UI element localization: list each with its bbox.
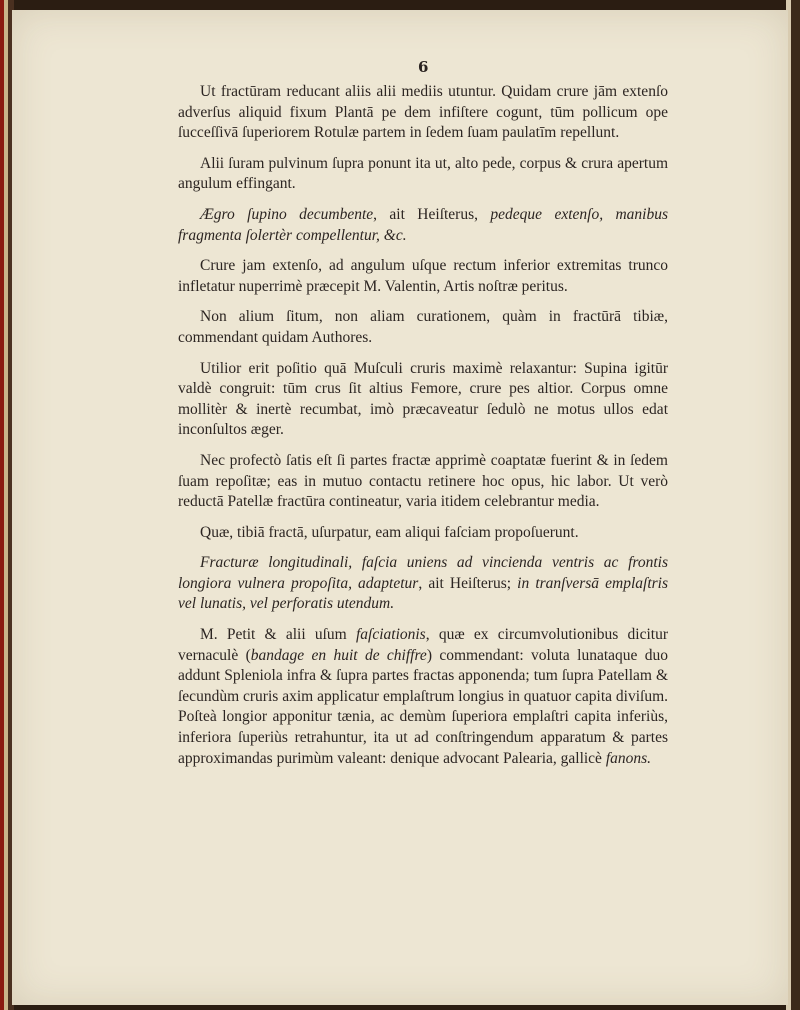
paragraph <box>178 205 668 246</box>
paragraph <box>178 523 668 544</box>
italic-text: pedeque extenſo, manibus fragmenta ſolertèr compellentur, &c. <box>178 205 668 244</box>
italic-text: fanons. <box>605 749 652 767</box>
paragraph <box>178 625 668 769</box>
text-run: M. Petit & alii uſum <box>200 626 356 644</box>
text-run: Ut fractūram reducant aliis alii mediis utuntur. Quidam crure jām extenſo adverſus aliquid fixum Plantā pe dem infiſtere cogunt, tūm pollicum ope ſucceſſivā ſuperiorem Rotulæ partem in ſedem ſuam paulatīm repellunt. <box>178 83 668 142</box>
paragraph <box>178 154 668 195</box>
paragraph <box>178 307 668 348</box>
italic-text: Fracturæ longitudinali, faſcia uniens ad vincienda ventris ac frontis longiora vulnera propoſita, adaptetur <box>178 554 668 592</box>
paragraph <box>178 256 668 297</box>
text-run: , quæ ex circumvolutionibus dicitur vernaculè ( <box>178 626 668 664</box>
text-run: Non alium ſitum, non aliam curationem, quàm in fractūrā tibiæ, commendant quidam Authores. <box>178 308 668 346</box>
italic-text: faſciationis <box>355 626 426 644</box>
text-run: Quæ, tibiā fractā, uſurpatur, eam aliqui faſciam propoſuerunt. <box>200 523 579 541</box>
paragraph <box>178 553 668 615</box>
italic-text: bandage en huit de chiffre <box>250 646 427 664</box>
text-run: ) commendant: voluta lunataque duo addunt Spleniola infra & ſupra partes fractas apponenda; tum ſupra Patellam & ſecundùm cruris axim applicatur emplaſtrum longius in quatuor capita diviſum. Poſteà longior apponitur tænia, ac demùm ſuperiora emplaſtri capita inferiùs, inferiora ſuperiùs retrahuntur, ita ut ad conſtringendum apparatum & partes approximandas purimùm valeant: denique advocant Palearia, gallicè <box>178 646 668 767</box>
book-right-edge <box>786 0 800 1010</box>
italic-text: in tranſversā emplaſtris vel lunatis, vel perforatis utendum. <box>178 574 669 613</box>
italic-text: Ægro ſupino decumbente <box>200 205 374 223</box>
text-run: Crure jam extenſo, ad angulum uſque rectum inferior extremitas trunco infletatur nuperrimè præcepit M. Valentin, Artis noſtræ peritus. <box>178 257 668 295</box>
text-run: , ait Heiſterus; <box>418 574 518 592</box>
paragraph <box>178 82 668 144</box>
page-number: 6 <box>418 58 429 76</box>
text-run: , ait Heiſterus, <box>373 205 491 223</box>
text-run: Nec profectò ſatis eſt ſi partes fractæ apprimè coaptatæ fuerint & in ſedem ſuam repoſitæ; eas in mutuo contactu retinere hoc opus, hic labor. Ut verò reductā Patellæ fractūra contineatur, varia itidem celebrantur media. <box>178 451 668 511</box>
paragraph <box>178 359 668 441</box>
paragraph <box>178 451 668 513</box>
page-text-body <box>178 82 668 779</box>
text-run: Utilior erit poſitio quā Muſculi cruris maximè relaxantur: Supina igitūr valdè congruit: tūm crus ſit altius Femore, crure pes altior. Corpus omne mollitèr & inertè recumbat, imò præcaveatur ſedulò ne motus ullos edat inconſultos æger. <box>178 359 668 439</box>
text-run: Alii ſuram pulvinum ſupra ponunt ita ut, alto pede, corpus & crura apertum angulum effingant. <box>178 154 668 193</box>
